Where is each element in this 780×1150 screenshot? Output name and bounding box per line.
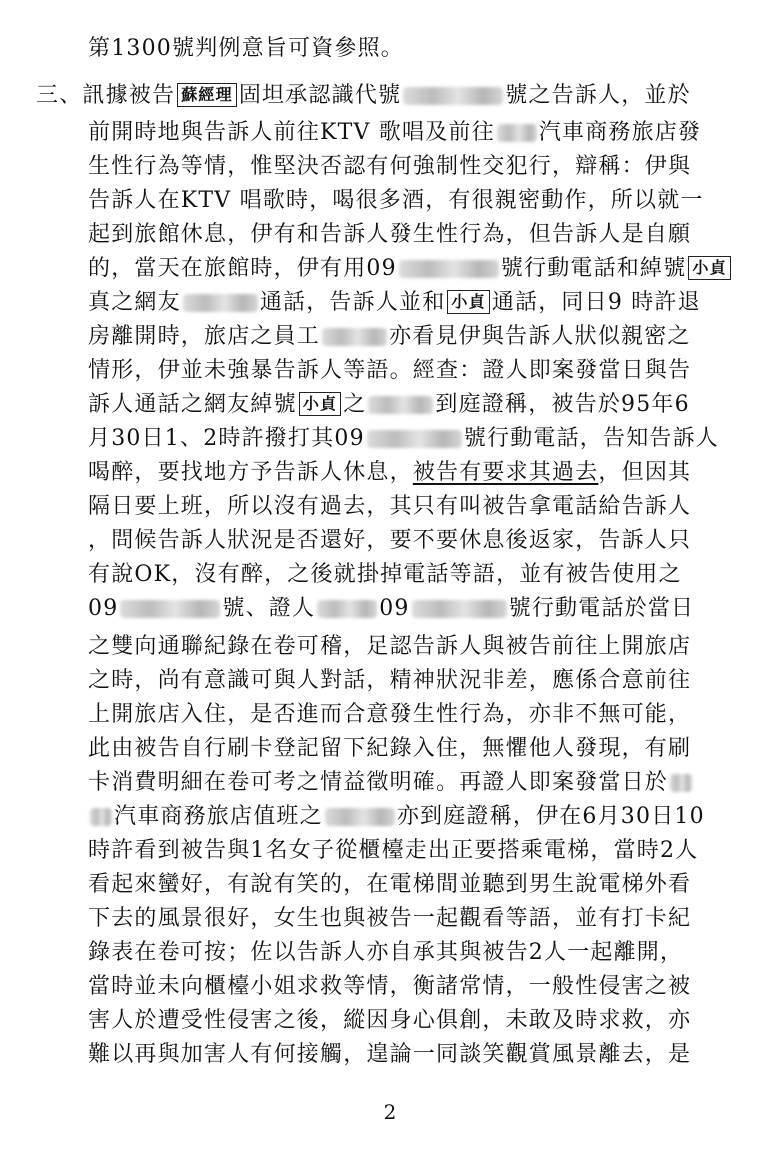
boxed-name: 小貞	[299, 392, 341, 416]
text-line	[88, 150, 748, 184]
text-line	[88, 32, 748, 66]
text-segment: 號行動電話和綽號	[500, 256, 687, 281]
text-line	[88, 834, 748, 868]
underlined-text: 被告有要求其過去	[412, 460, 599, 485]
text-segment: 此由被告自行刷卡登記留下紀錄入住，無懼他人發現，有刷	[88, 736, 692, 761]
text-line	[88, 800, 748, 834]
text-segment: ，問候告訴人狀況是否還好，要不要休息後返家，告訴人只	[88, 528, 692, 553]
text-line	[88, 558, 748, 592]
text-segment: 隔日要上班，所以沒有過去，其只有叫被告拿電話給告訴人	[88, 494, 692, 519]
text-segment: 上開旅店入住，是否進而合意發生性行為，亦非不無可能，	[88, 702, 692, 727]
redaction-blur	[367, 430, 462, 448]
text-segment: 號之告訴人，並於	[505, 83, 691, 108]
boxed-name: 蘇經理	[177, 83, 237, 107]
text-line	[88, 116, 748, 150]
text-line	[88, 698, 748, 732]
text-segment: 當時並未向櫃檯小姐求救等情，衡諸常情，一般性侵害之被	[88, 974, 692, 999]
text-line	[88, 354, 748, 388]
redaction-blur	[325, 808, 395, 826]
text-line	[88, 286, 748, 320]
text-segment: 號、證人	[222, 596, 316, 621]
text-segment: 第1300號判例意旨可資參照。	[88, 36, 404, 61]
text-segment: 之雙向通聯紀錄在卷可稽，足認告訴人與被告前往上開旅店	[88, 634, 692, 659]
redaction-blur	[120, 600, 220, 618]
boxed-name: 小貞	[688, 256, 730, 280]
text-line	[88, 456, 748, 490]
text-segment: 固坦承認識代號	[238, 83, 402, 108]
text-segment: 之	[343, 392, 367, 417]
text-line	[88, 320, 748, 354]
text-segment: 月30日1、2時許撥打其09	[88, 426, 365, 451]
text-segment: 卡消費明細在卷可考之情益徵明確。再證人即案發當日於	[88, 770, 669, 795]
text-line	[36, 79, 696, 113]
text-line	[88, 732, 748, 766]
text-line	[88, 630, 748, 664]
text-segment: 汽車商務旅店值班之	[114, 804, 323, 829]
text-segment: 害人於遭受性侵害之後，縱因身心俱創，未敢及時求救，亦	[88, 1008, 692, 1033]
text-segment: 錄表在卷可按；佐以告訴人亦自承其與被告2人一起離開，	[88, 940, 684, 965]
page-number: 2	[383, 1100, 397, 1124]
redaction-blur	[90, 808, 112, 826]
text-line	[88, 490, 748, 524]
text-line	[88, 184, 748, 218]
text-line	[88, 664, 748, 698]
text-line	[88, 218, 748, 252]
text-line	[88, 388, 748, 422]
text-segment: 起到旅館休息，伊有和告訴人發生性行為，但告訴人是自願	[88, 222, 692, 247]
text-segment: 汽車商務旅店發	[538, 120, 702, 145]
redaction-blur	[399, 260, 499, 278]
text-line	[88, 902, 748, 936]
text-line	[88, 766, 748, 800]
text-segment: 看起來蠻好，有說有笑的，在電梯間並聽到男生說電梯外看	[88, 872, 692, 897]
redaction-blur	[412, 600, 507, 618]
text-segment: 號行動電話於當日	[508, 596, 695, 621]
redaction-blur	[670, 774, 692, 792]
text-line	[88, 1004, 748, 1038]
text-segment: 通話，同日9 時許退	[491, 290, 701, 315]
redaction-blur	[317, 600, 377, 618]
text-segment: 房離開時，旅店之員工	[88, 324, 321, 349]
text-segment: 難以再與加害人有何接觸，遑論一同談笑觀賞風景離去，是	[88, 1042, 692, 1067]
boxed-name: 小貞	[447, 290, 489, 314]
text-line	[88, 936, 748, 970]
text-segment: 訴人通話之網友綽號	[88, 392, 297, 417]
text-segment: 號行動電話，告知告訴人	[463, 426, 719, 451]
text-segment: 09	[379, 596, 410, 621]
text-segment: 告訴人在KTV 唱歌時，喝很多酒，有很親密動作，所以就一	[88, 188, 704, 213]
text-segment: 09	[88, 596, 119, 621]
redaction-blur	[497, 124, 537, 142]
text-line	[88, 524, 748, 558]
text-segment: 下去的風景很好，女生也與被告一起觀看等語，並有打卡紀	[88, 906, 692, 931]
text-segment: ，但因其	[598, 460, 692, 485]
text-segment: 有說OK，沒有醉，之後就掛掉電話等語，並有被告使用之	[88, 562, 682, 587]
text-line	[88, 422, 748, 456]
text-segment: 通話，告訴人並和	[259, 290, 446, 315]
text-segment: 亦到庭證稱，伊在6月30日10	[396, 804, 705, 829]
text-line	[88, 252, 748, 286]
text-segment: 時許看到被告與1名女子從櫃檯走出正要搭乘電梯，當時2人	[88, 838, 699, 863]
text-line	[88, 592, 748, 626]
text-segment: 之時，尚有意識可與人對話，精神狀況非差，應係合意前往	[88, 668, 692, 693]
text-segment: 亦看見伊與告訴人狀似親密之	[389, 324, 691, 349]
text-segment: 三、訊據被告	[36, 83, 176, 108]
text-segment: 的，當天在旅館時，伊有用09	[88, 256, 397, 281]
text-segment: 生性行為等情，惟堅決否認有何強制性交犯行，辯稱：伊與	[88, 154, 692, 179]
text-segment: 到庭證稱，被告於95年6	[435, 392, 690, 417]
text-segment: 情形，伊並未強暴告訴人等語。經查：證人即案發當日與告	[88, 358, 692, 383]
redaction-blur	[368, 396, 433, 414]
text-line	[88, 970, 748, 1004]
redaction-blur	[403, 87, 503, 105]
redaction-blur	[322, 328, 387, 346]
text-segment: 喝醉，要找地方予告訴人休息，	[88, 460, 413, 485]
text-line	[88, 868, 748, 902]
text-segment: 前開時地與告訴人前往KTV 歌唱及前往	[88, 120, 495, 145]
redaction-blur	[183, 294, 258, 312]
text-segment: 真之網友	[88, 290, 181, 315]
text-line	[88, 1038, 748, 1072]
